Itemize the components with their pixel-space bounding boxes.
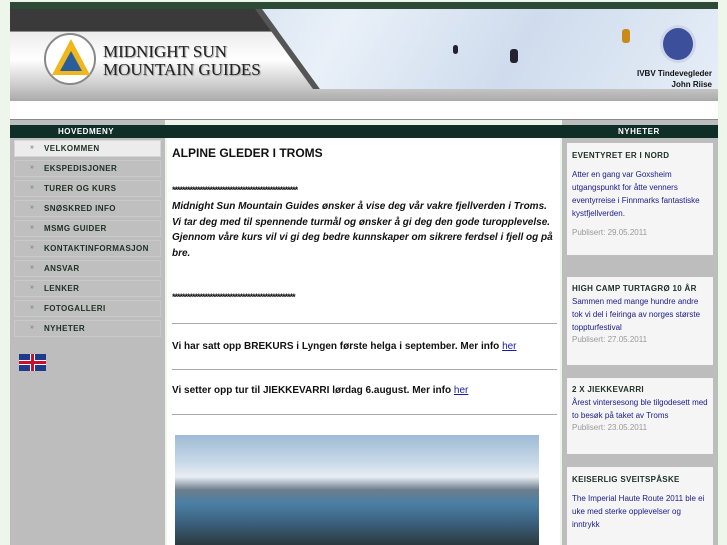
news-text: Vi setter opp tur til JIEKKEVARRI lørdag 6.august. Mer info	[172, 385, 454, 396]
ivbv-badge-icon	[660, 25, 696, 63]
news-title[interactable]: KEISERLIG SVEITSPÅSKE	[572, 475, 680, 484]
menu-label: NYHETER	[44, 324, 86, 333]
top-bar	[10, 2, 718, 9]
menu-label: LENKER	[44, 284, 80, 293]
skier-figure	[510, 49, 518, 63]
main-menu	[10, 138, 165, 545]
menu-item-ansvar[interactable]	[14, 260, 161, 277]
news-title[interactable]: 2 X JIEKKEVARRI	[572, 385, 644, 394]
news-heading: NYHETER	[618, 127, 660, 136]
menu-item-ekspedisjoner[interactable]	[14, 160, 161, 177]
arrow-icon: »	[30, 304, 35, 311]
news-link[interactable]: her	[453, 385, 469, 396]
arrow-icon: »	[30, 164, 35, 171]
menu-label: SNØSKRED INFO	[44, 204, 116, 213]
uk-flag-icon[interactable]	[19, 354, 46, 371]
menu-label: TURER OG KURS	[44, 184, 117, 193]
menu-label: ANSVAR	[44, 264, 80, 273]
news-date: Publisert: 29.05.2011	[572, 228, 648, 237]
brand-line-1: MIDNIGHT SUN	[103, 42, 227, 61]
separator-stars: **************************************************	[172, 185, 298, 195]
brand-name	[103, 43, 261, 79]
separator-stars: *************************************************	[172, 292, 295, 302]
menu-label: KONTAKTINFORMASJON	[44, 244, 149, 253]
divider	[172, 414, 557, 415]
site-header	[10, 9, 718, 101]
arrow-icon: »	[30, 324, 35, 331]
msmg-logo[interactable]	[44, 33, 96, 85]
menu-label: FOTOGALLERI	[44, 304, 106, 313]
menu-label: VELKOMMEN	[44, 144, 100, 153]
main-menu-heading: HOVEDMENY	[58, 127, 115, 136]
menu-item-msmg-guider[interactable]	[14, 220, 161, 237]
intro-paragraph: Vi tar deg med til spennende turmål og ønsker å gi deg den gode turopplevelse.	[172, 216, 551, 228]
news-summary[interactable]: Sammen med mange hundre andre tok vi del i feiringa av norges største toppturfestival	[572, 297, 701, 332]
news-card[interactable]	[567, 277, 713, 365]
arrow-icon: »	[30, 284, 35, 291]
news-summary[interactable]: Årest vintersesong ble tilgodesett med to besøk på taket av Troms	[572, 398, 708, 420]
news-summary[interactable]: The Imperial Haute Route 2011 ble ei uke med sterke opplevelser og inntrykk	[572, 494, 705, 529]
divider	[172, 323, 557, 324]
news-date: Publisert: 27.05.2011	[572, 335, 648, 344]
menu-item-snoskred-info[interactable]	[14, 200, 161, 217]
news-text: Vi har satt opp BREKURS i Lyngen første helga i september. Mer info	[172, 341, 503, 352]
news-card[interactable]	[567, 467, 713, 545]
menu-item-turer-og-kurs[interactable]	[14, 180, 161, 197]
ivbv-title: IVBV Tindevegleder	[637, 69, 712, 78]
skier-figure	[453, 45, 458, 54]
intro-text	[172, 199, 557, 261]
section-bar	[10, 125, 718, 138]
page-title: ALPINE GLEDER I TROMS	[172, 146, 323, 160]
header-spacer	[10, 101, 718, 120]
arrow-icon: »	[30, 184, 35, 191]
menu-item-nyheter[interactable]	[14, 320, 161, 337]
guide-name: John Riise	[671, 80, 712, 89]
arrow-icon: »	[30, 224, 35, 231]
arrow-icon: »	[30, 204, 35, 211]
menu-label: MSMG GUIDER	[44, 224, 107, 233]
news-title[interactable]: EVENTYRET ER I NORD	[572, 151, 670, 160]
arrow-icon: »	[30, 264, 35, 271]
news-card[interactable]	[567, 378, 713, 454]
news-link[interactable]: her	[502, 341, 517, 352]
brand-line-2: MOUNTAIN GUIDES	[103, 60, 261, 79]
news-card[interactable]	[567, 143, 713, 255]
menu-item-kontaktinformasjon[interactable]	[14, 240, 161, 257]
arrow-icon: »	[30, 144, 35, 151]
ivbv-caption	[637, 68, 712, 90]
menu-label: EKSPEDISJONER	[44, 164, 118, 173]
intro-paragraph: Gjennom våre kurs vil vi gi deg bedre kunnskaper om sikrere ferdsel i fjell og på bre.	[172, 232, 553, 259]
news-jiekkevarri	[172, 385, 468, 396]
news-brekurs	[172, 341, 517, 352]
news-title[interactable]: HIGH CAMP TURTAGRØ 10 ÅR	[572, 284, 697, 293]
intro-paragraph: Midnight Sun Mountain Guides ønsker å vise deg vår vakre fjellverden i Troms.	[172, 201, 547, 212]
menu-item-velkommen[interactable]	[14, 140, 161, 157]
menu-item-fotogalleri[interactable]	[14, 300, 161, 317]
main-content	[167, 138, 560, 545]
menu-item-lenker[interactable]	[14, 280, 161, 297]
skier-figure	[622, 29, 630, 43]
divider	[172, 369, 557, 370]
news-summary[interactable]: Atter en gang var Goxsheim utgangspunkt for åtte venners eventyrreise i Finnmarks fantastiske kystfjellverden.	[572, 170, 700, 218]
news-sidebar	[562, 138, 718, 545]
arrow-icon: »	[30, 244, 35, 251]
news-date: Publisert: 23.05.2011	[572, 423, 648, 432]
mountain-photo	[175, 435, 539, 545]
